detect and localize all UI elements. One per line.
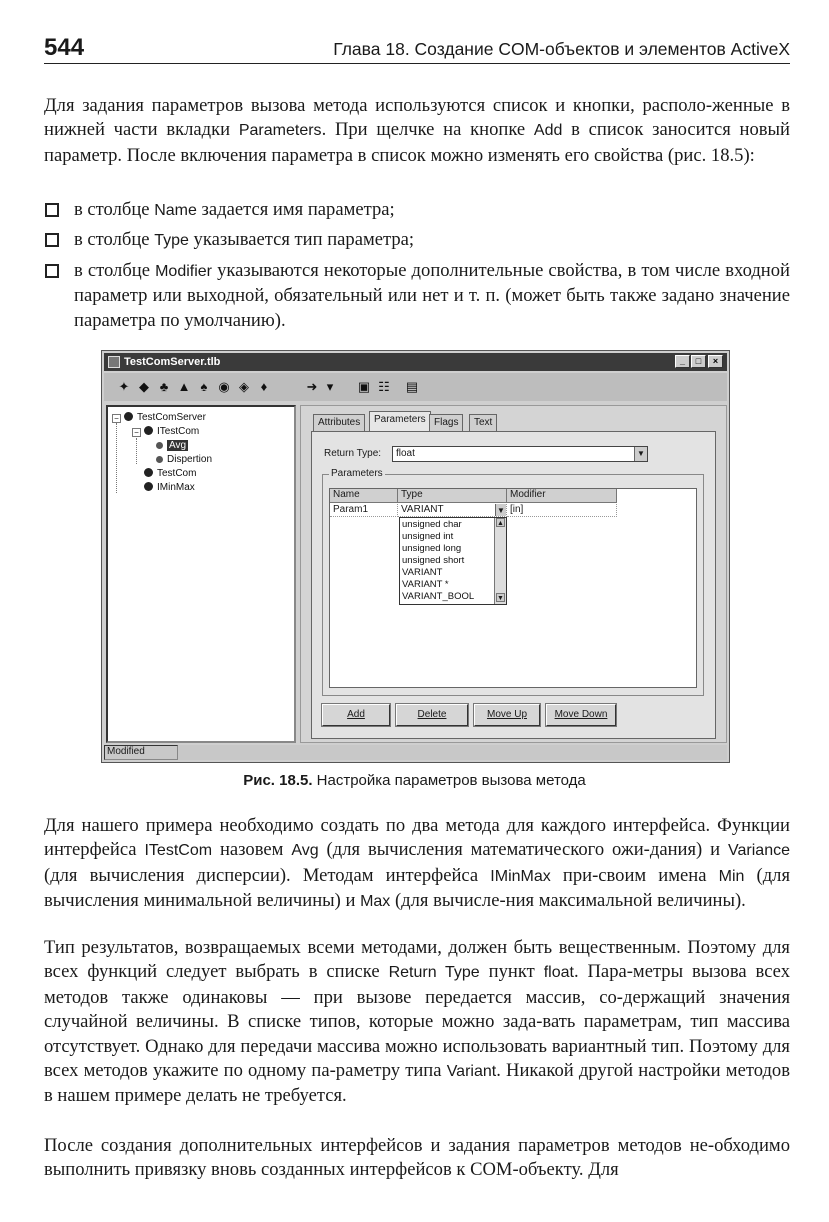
text-run: указываются некоторые дополнительные свойства, в том числе входной параметр или выходной, обязательный или нет и т. п. (может быть также задано значение параметра по умолчанию). [74, 259, 790, 331]
figure-screenshot [101, 350, 730, 763]
checkbox-bullet-icon [45, 264, 59, 278]
dropdown-option[interactable]: VARIANT * [402, 579, 449, 590]
checkbox-bullet-icon [45, 203, 59, 217]
parameters-group-label: Parameters [331, 468, 383, 479]
text-run: (для вычисления минимальной величины) и [44, 864, 790, 912]
tab-flags[interactable]: Flags [429, 414, 463, 431]
text-run: Для задания параметров вызова метода используются список и кнопки, располо-женные в нижней части вкладки [44, 95, 790, 141]
list-item [44, 259, 790, 333]
window-titlebar [104, 353, 727, 371]
code-term: Variant [446, 1063, 497, 1081]
status-bar [104, 745, 727, 760]
method-node-icon [156, 456, 163, 463]
code-term: IMinMax [490, 867, 551, 885]
property-icon[interactable]: ♠ [200, 379, 208, 394]
module-icon[interactable]: ◈ [239, 379, 249, 394]
code-term: Max [360, 893, 391, 911]
column-header-type[interactable]: Type [398, 489, 507, 503]
dropdown-option[interactable]: unsigned long [402, 543, 462, 554]
running-header [44, 30, 790, 64]
status-text: Modified [104, 745, 178, 760]
maximize-button[interactable]: □ [691, 355, 706, 368]
text-run: (для вычисления дисперсии). Методам интерфейса [44, 864, 491, 886]
collapse-icon[interactable]: − [112, 414, 121, 423]
dropdown-option[interactable]: unsigned char [402, 519, 462, 530]
page-number: 544 [44, 34, 85, 61]
text-run: пункт [479, 961, 544, 983]
code-term: Variance [728, 842, 790, 860]
options-icon[interactable]: ▤ [405, 379, 419, 394]
checkbox-bullet-icon [45, 233, 59, 247]
tree-connector [136, 438, 137, 464]
code-term: Avg [291, 842, 319, 860]
coclass-node-icon [144, 468, 153, 477]
text-run: указывается тип параметра; [188, 229, 415, 251]
code-term: Name [154, 202, 197, 219]
tree-label: TestCom [157, 468, 197, 479]
text-run: Для нашего примера необходимо создать по два метода для каждого интерфейса. Функции интерфейса [44, 815, 790, 861]
tab-attributes[interactable]: Attributes [313, 414, 365, 431]
tree-node-method-dispertion[interactable] [156, 454, 212, 465]
tree-label: TestComServer [137, 412, 206, 423]
interface-icon[interactable]: ♣ [159, 379, 169, 394]
text-run: задается имя параметра; [196, 199, 395, 220]
register-icon[interactable]: ▣ [357, 379, 371, 394]
type-dropdown-list[interactable] [399, 517, 507, 605]
tree-connector [116, 423, 117, 493]
text-run: Тип результатов, возвращаемых всеми методами, должен быть вещественным. Поэтому для всех функций следует выбрать в списке [44, 937, 790, 983]
tree-label: Dispertion [167, 454, 213, 465]
figure-caption [0, 772, 829, 789]
code-term: Parameters [238, 122, 322, 140]
paragraph-binding: После создания дополнительных интерфейсов и задания параметров методов не-обходимо выполнить привязку вновь созданных интерфейсов к COM-объекту. Для [44, 1135, 790, 1181]
chapter-title: Глава 18. Создание COM-объектов и элементов ActiveX [333, 39, 790, 59]
window-title: TestComServer.tlb [124, 356, 221, 368]
tree-label: IMinMax [157, 482, 195, 493]
tree-node-method-avg[interactable] [156, 440, 188, 451]
tree-node-root[interactable] [124, 412, 206, 423]
method-node-icon [156, 442, 163, 449]
parameters-grid[interactable] [329, 488, 697, 688]
tab-parameters[interactable]: Parameters [369, 411, 431, 432]
text-run: в список заносится новый параметр. После включения параметра в список можно изменять его свойства (рис. 18.5): [44, 119, 790, 166]
method-icon[interactable]: ▲ [177, 379, 191, 394]
close-button[interactable]: × [708, 355, 723, 368]
enum-icon[interactable]: ◉ [218, 379, 230, 394]
cell-param-name[interactable]: Param1 [330, 504, 398, 517]
text-run: . При щелчке на кнопке [321, 119, 534, 141]
text-run: назовем [212, 839, 292, 861]
code-term: ITestCom [144, 842, 213, 860]
return-type-select[interactable] [392, 446, 648, 462]
chevron-down-icon[interactable]: ▼ [634, 447, 647, 461]
alias-icon[interactable]: ♦ [260, 379, 268, 394]
move-down-button[interactable]: Move Down [546, 704, 616, 726]
refresh-icon[interactable]: ➜ [306, 379, 318, 394]
add-item-icon[interactable]: ✦ [118, 379, 130, 394]
cell-param-type[interactable]: VARIANT [398, 504, 507, 517]
parameters-group [322, 468, 704, 696]
dropdown-option[interactable]: VARIANT_BOOL [402, 591, 475, 602]
code-term: Add [533, 122, 563, 140]
tree-node-interface-2[interactable] [144, 482, 195, 493]
text-run: (для вычисления математического ожи-дания) и [318, 839, 729, 861]
list-item [44, 198, 790, 223]
code-term: float [543, 964, 574, 982]
tree-label: ITestCom [157, 426, 200, 437]
dropdown-arrow-icon[interactable]: ▾ [326, 379, 334, 394]
code-term: Return Type [388, 964, 480, 982]
code-term: Min [718, 867, 745, 885]
text-run: (для вычисле-ния максимальной величины). [390, 890, 746, 912]
add-icon[interactable]: ◆ [139, 379, 149, 394]
text-run: в столбце [74, 229, 155, 251]
dropdown-option[interactable]: unsigned int [402, 531, 454, 542]
text-run: при-своим имена [550, 864, 719, 886]
caption-text: Настройка параметров вызова метода [312, 772, 586, 789]
tree-label-selected: Avg [169, 440, 187, 451]
tree-node-coclass[interactable] [144, 468, 196, 479]
properties-pane [300, 405, 727, 743]
paragraph-methods [44, 814, 790, 915]
library-icon [124, 412, 133, 421]
dropdown-option[interactable]: VARIANT [402, 567, 443, 578]
toolbar [104, 373, 727, 401]
column-header-name[interactable]: Name [330, 489, 398, 503]
code-term: Modifier [155, 262, 212, 280]
paragraph-return-type [44, 936, 790, 1109]
list-item [44, 228, 790, 253]
text-run: . Пара-метры вызова всех методов также одинаковы — при вызове передается массив, со-держащий значения случайной величины. В списке типов, которые можно зада-вать параметрам, тип массива отсутствует. Однако для передачи массива можно использовать вариантный тип. Поэтому для всех методов укажите по одному па-раметру типа [44, 961, 790, 1082]
scroll-down-icon[interactable]: ▼ [497, 595, 504, 602]
column-header-modifier[interactable]: Modifier [507, 489, 617, 503]
dropdown-option[interactable]: unsigned short [402, 555, 465, 566]
chevron-down-icon[interactable]: ▼ [495, 504, 506, 516]
bullet-list [44, 198, 790, 338]
dropdown-scrollbar[interactable] [494, 518, 506, 604]
add-button[interactable]: Add [322, 704, 390, 726]
minimize-button[interactable]: _ [675, 355, 690, 368]
return-type-label: Return Type: [324, 448, 382, 459]
caption-label: Рис. 18.5. [243, 772, 313, 789]
interface-node-icon [144, 482, 153, 491]
text-run: в столбце [74, 199, 155, 220]
object-tree[interactable] [106, 405, 296, 743]
intro-paragraph [44, 94, 790, 168]
tab-text[interactable]: Text [469, 414, 497, 431]
delete-button[interactable]: Delete [396, 704, 468, 726]
cell-param-modifier[interactable]: [in] [507, 504, 617, 517]
app-icon [108, 356, 120, 368]
parameters-tab-panel [311, 431, 716, 739]
export-icon[interactable]: ☷ [378, 379, 390, 394]
return-type-value: float [396, 448, 415, 459]
text-run: в столбце [74, 259, 156, 281]
move-up-button[interactable]: Move Up [474, 704, 540, 726]
text-run: . Никакой другой настройки методов в нашем примере делать не требуется. [44, 1060, 790, 1107]
tree-node-interface[interactable] [144, 426, 199, 437]
code-term: Type [154, 232, 189, 250]
collapse-icon[interactable]: − [132, 428, 141, 437]
interface-node-icon [144, 426, 153, 435]
scroll-up-icon[interactable]: ▲ [497, 520, 504, 527]
